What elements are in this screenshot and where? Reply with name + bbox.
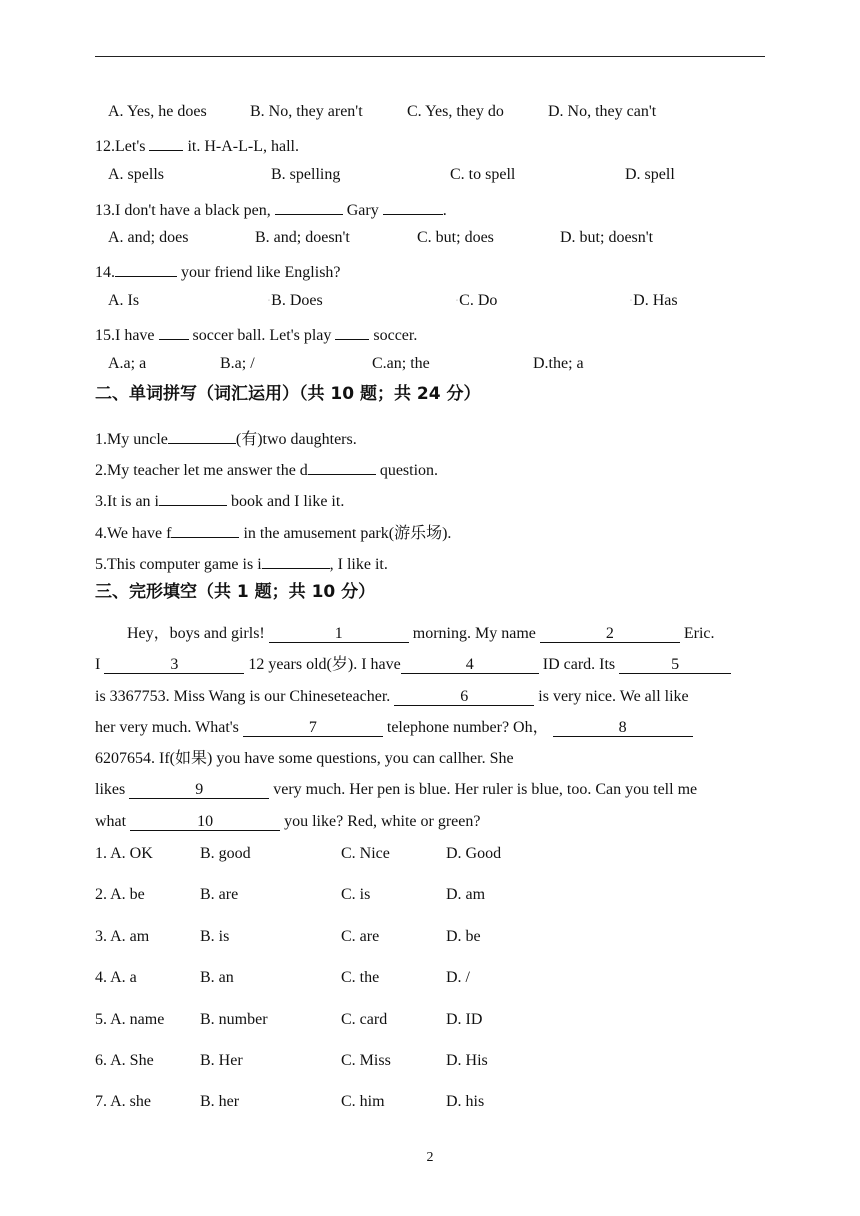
cloze-q2-option-c[interactable]: C. is: [341, 886, 371, 903]
cloze-q2-option-d[interactable]: D. am: [446, 886, 486, 903]
cloze-q3-option-b[interactable]: B. is: [200, 928, 230, 945]
cloze-q4-option-b[interactable]: B. an: [200, 969, 234, 986]
cloze-q1-option-a[interactable]: 1. A. OK: [95, 845, 153, 862]
cloze-line-4: [95, 718, 693, 738]
item-text: 2.My teacher let me answer the d: [95, 462, 308, 479]
cloze-text: morning. My name: [408, 625, 540, 642]
cloze-text: very much. Her pen is blue. Her ruler is blue, too. Can you tell me: [269, 781, 698, 798]
cloze-q1-option-b[interactable]: B. good: [200, 845, 251, 862]
q12-text: 12.Let's: [95, 138, 146, 155]
q14-text-post: your friend like English?: [177, 264, 341, 281]
q13-stem: [95, 197, 447, 221]
item-blank[interactable]: [262, 551, 330, 569]
cloze-q6-option-a[interactable]: 6. A. She: [95, 1052, 154, 1069]
page-number: 2: [426, 1150, 434, 1165]
q15-option-d[interactable]: D.the; a: [533, 355, 584, 372]
cloze-blank-9[interactable]: 9: [129, 781, 269, 799]
item-blank[interactable]: [308, 457, 376, 475]
section3-heading: 三、完形填空（共 1 题；共 10 分）: [95, 582, 376, 602]
cloze-text: is very nice. We all like: [534, 688, 689, 705]
item-text: 4.We have f: [95, 525, 172, 542]
cloze-q7-option-a[interactable]: 7. A. she: [95, 1093, 151, 1110]
q15-option-b[interactable]: B.a; /: [220, 355, 255, 372]
cloze-line-6: [95, 780, 697, 800]
cloze-q6-option-c[interactable]: C. Miss: [341, 1052, 391, 1069]
cloze-blank-4[interactable]: 4: [401, 656, 539, 674]
cloze-blank-5[interactable]: 5: [619, 656, 731, 674]
q14-option-d[interactable]: [630, 291, 678, 311]
q15-text-post: soccer.: [369, 327, 418, 344]
item-blank[interactable]: [171, 520, 239, 538]
small-dot-icon: ◦: [268, 298, 271, 305]
cloze-q2-option-b[interactable]: B. are: [200, 886, 239, 903]
item-text: 5.This computer game is i: [95, 556, 262, 573]
cloze-q3-option-c[interactable]: C. are: [341, 928, 380, 945]
q12-blank[interactable]: [149, 133, 183, 151]
item-text-post: in the amusement park(游乐场).: [239, 525, 452, 542]
section2-item-5: [95, 551, 388, 575]
cloze-line-3: [95, 687, 689, 707]
item-text-post: , I like it.: [329, 556, 388, 573]
q14-option-a[interactable]: A. Is: [108, 292, 140, 309]
item-text-post: book and I like it.: [227, 493, 345, 510]
cloze-q7-option-d[interactable]: D. his: [446, 1093, 485, 1110]
cloze-blank-8[interactable]: 8: [553, 719, 693, 737]
item-text-post: (有)two daughters.: [235, 431, 357, 448]
cloze-q4-option-a[interactable]: 4. A. a: [95, 969, 137, 986]
section2-heading: 二、单词拼写（词汇运用）（共 10 题；共 24 分）: [95, 384, 481, 404]
q14-option-c[interactable]: [456, 291, 497, 311]
item-text: 1.My uncle: [95, 431, 168, 448]
cloze-blank-7[interactable]: 7: [243, 719, 383, 737]
q15-option-a[interactable]: A.a; a: [108, 355, 147, 372]
section2-item-2: [95, 457, 438, 481]
q12-option-b[interactable]: B. spelling: [271, 166, 341, 183]
cloze-line-7: [95, 812, 480, 832]
q15-text-mid: soccer ball. Let's play: [188, 327, 336, 344]
q12-option-a[interactable]: A. spells: [108, 166, 164, 183]
cloze-q1-option-d[interactable]: D. Good: [446, 845, 502, 862]
cloze-blank-3[interactable]: 3: [104, 656, 244, 674]
item-text: 3.It is an i: [95, 493, 159, 510]
cloze-q1-option-c[interactable]: C. Nice: [341, 845, 390, 862]
q13-option-d[interactable]: D. but; doesn't: [560, 229, 654, 246]
header-rule: [95, 56, 765, 57]
cloze-q3-option-a[interactable]: 3. A. am: [95, 928, 150, 945]
cloze-q7-option-b[interactable]: B. her: [200, 1093, 240, 1110]
q14-option-b-label: B. Does: [271, 292, 323, 309]
cloze-text: likes: [95, 781, 130, 798]
q15-blank-1[interactable]: [159, 322, 189, 340]
cloze-blank-10[interactable]: 10: [130, 813, 280, 831]
q11-option-d[interactable]: D. No, they can't: [548, 103, 657, 120]
q14-option-b[interactable]: [268, 291, 323, 311]
cloze-q4-option-d[interactable]: D. /: [446, 969, 470, 986]
cloze-text: Hey，boys and girls!: [127, 625, 269, 642]
cloze-text: what: [95, 813, 131, 830]
cloze-text: is 3367753. Miss Wang is our Chineseteacher.: [95, 688, 395, 705]
q13-blank-1[interactable]: [275, 197, 343, 215]
q12-text-post: it. H-A-L-L, hall.: [183, 138, 299, 155]
section2-item-3: [95, 488, 344, 512]
cloze-q3-option-d[interactable]: D. be: [446, 928, 481, 945]
item-blank[interactable]: [159, 488, 227, 506]
item-text-post: question.: [375, 462, 439, 479]
cloze-text: her very much. What's: [95, 719, 243, 736]
q13-text-post: .: [442, 202, 447, 219]
cloze-text: 12 years old(岁). I have: [244, 656, 401, 673]
cloze-blank-6[interactable]: 6: [394, 688, 534, 706]
cloze-line-5: 6207654. If(如果) you have some questions, you can callher. She: [95, 750, 514, 767]
cloze-blank-2[interactable]: 2: [540, 625, 680, 643]
cloze-q4-option-c[interactable]: C. the: [341, 969, 380, 986]
q12-option-c[interactable]: C. to spell: [450, 166, 516, 183]
cloze-text: Eric.: [679, 625, 715, 642]
q15-text: 15.I have: [95, 327, 159, 344]
section2-item-4: [95, 520, 451, 544]
section2-item-1: [95, 426, 357, 450]
item-blank[interactable]: [168, 426, 236, 444]
q15-stem: [95, 322, 417, 346]
q11-option-a[interactable]: A. Yes, he does: [108, 103, 207, 120]
q12-stem: [95, 133, 299, 157]
cloze-q5-option-a[interactable]: 5. A. name: [95, 1011, 165, 1028]
cloze-line-2: [95, 655, 731, 675]
cloze-q2-option-a[interactable]: 2. A. be: [95, 886, 145, 903]
small-dot-icon: ◦: [630, 298, 633, 305]
q14-blank[interactable]: [115, 259, 177, 277]
q11-option-b[interactable]: B. No, they aren't: [250, 103, 363, 120]
q13-text: 13.I don't have a black pen,: [95, 202, 275, 219]
q13-blank-2[interactable]: [383, 197, 443, 215]
cloze-text: telephone number? Oh，: [382, 719, 553, 736]
cloze-blank-1[interactable]: 1: [269, 625, 409, 643]
q12-option-d[interactable]: D. spell: [625, 166, 675, 183]
q15-blank-2[interactable]: [335, 322, 369, 340]
small-dot-icon: ◦: [456, 298, 459, 305]
q14-option-d-label: D. Has: [633, 292, 678, 309]
cloze-q5-option-d[interactable]: D. ID: [446, 1011, 483, 1028]
cloze-q5-option-b[interactable]: B. number: [200, 1011, 268, 1028]
q13-option-b[interactable]: B. and; doesn't: [255, 229, 350, 246]
cloze-line-1: [127, 624, 715, 644]
cloze-q6-option-d[interactable]: D. His: [446, 1052, 488, 1069]
cloze-text: I: [95, 656, 105, 673]
q11-option-c[interactable]: C. Yes, they do: [407, 103, 504, 120]
q13-option-a[interactable]: A. and; does: [108, 229, 189, 246]
cloze-text: ID card. Its: [538, 656, 620, 673]
cloze-text: you like? Red, white or green?: [280, 813, 481, 830]
cloze-q6-option-b[interactable]: B. Her: [200, 1052, 243, 1069]
q13-option-c[interactable]: C. but; does: [417, 229, 494, 246]
cloze-q7-option-c[interactable]: C. him: [341, 1093, 385, 1110]
q14-text: 14.: [95, 264, 115, 281]
q15-option-c[interactable]: C.an; the: [372, 355, 430, 372]
cloze-q5-option-c[interactable]: C. card: [341, 1011, 388, 1028]
q14-option-c-label: C. Do: [459, 292, 498, 309]
q14-stem: [95, 259, 341, 283]
q13-text-mid: Gary: [342, 202, 383, 219]
